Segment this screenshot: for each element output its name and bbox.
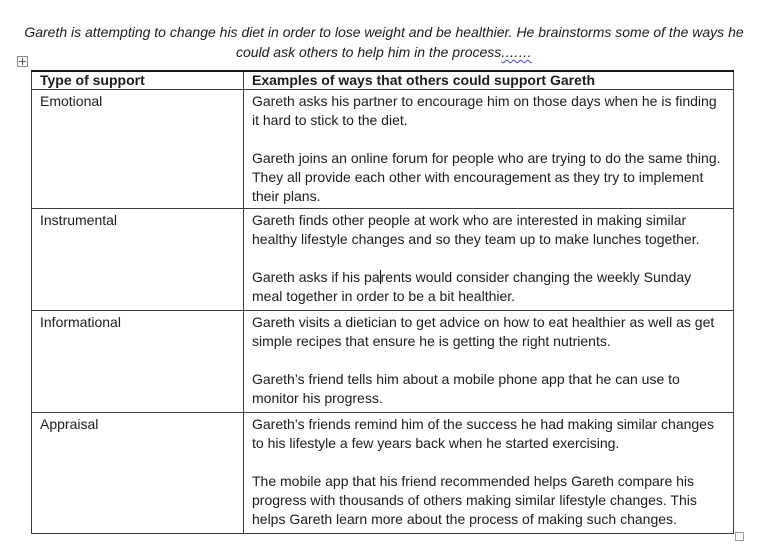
paragraph	[252, 268, 725, 306]
table-row-emotional	[32, 90, 734, 209]
paragraph-text: Gareth asks if his pa	[252, 269, 380, 285]
cell-examples-emotional[interactable]	[244, 90, 734, 209]
header-examples[interactable]: Examples of ways that others could support Gareth	[244, 71, 734, 90]
spellcheck-dots: .......	[501, 44, 533, 60]
paragraph: Gareth finds other people at work who are interested in making similar healthy lifestyle changes and so they team up to make lunches together.	[252, 212, 700, 247]
paragraph: Gareth’s friends remind him of the success he had making similar changes to his lifestyle a few years back when he started exercising.	[252, 416, 714, 451]
intro-paragraph[interactable]	[24, 22, 744, 62]
paragraph-text: rents would consider changing the weekly Sunday meal together in order to be a bit healthier.	[252, 269, 692, 304]
table-row-informational	[32, 311, 734, 413]
paragraph: The mobile app that his friend recommended helps Gareth compare his progress with thousands of others making similar lifestyle changes. This helps Gareth learn more about the process of making such changes.	[252, 473, 697, 527]
cell-examples-instrumental[interactable]	[244, 209, 734, 311]
cell-type-emotional[interactable]: Emotional	[32, 90, 244, 209]
paragraph: Gareth’s friend tells him about a mobile phone app that he can use to monitor his progress.	[252, 371, 680, 406]
cell-type-instrumental[interactable]: Instrumental	[32, 209, 244, 311]
cell-type-informational[interactable]: Informational	[32, 311, 244, 413]
cell-type-appraisal[interactable]: Appraisal	[32, 413, 244, 534]
intro-text: Gareth is attempting to change his diet in order to lose weight and be healthier. He brainstorms some of the ways he could ask others to help him in the process	[24, 24, 744, 60]
paragraph: Gareth visits a dietician to get advice on how to eat healthier as well as get simple recipes that ensure he is getting the right nutrients.	[252, 314, 715, 349]
support-table	[31, 70, 734, 534]
paragraph: Gareth joins an online forum for people who are trying to do the same thing. They all provide each other with encouragement as they try to implement their plans.	[252, 150, 721, 204]
cell-examples-informational[interactable]	[244, 311, 734, 413]
header-row	[32, 71, 734, 90]
header-type-of-support[interactable]: Type of support	[32, 71, 244, 90]
table-resize-handle[interactable]	[735, 532, 744, 541]
cell-examples-appraisal[interactable]	[244, 413, 734, 534]
table-move-handle-icon[interactable]	[17, 56, 28, 67]
four-way-arrow-icon	[18, 57, 27, 66]
table-row-appraisal	[32, 413, 734, 534]
paragraph: Gareth asks his partner to encourage him on those days when he is finding it hard to stick to the diet.	[252, 93, 717, 128]
table-row-instrumental	[32, 209, 734, 311]
